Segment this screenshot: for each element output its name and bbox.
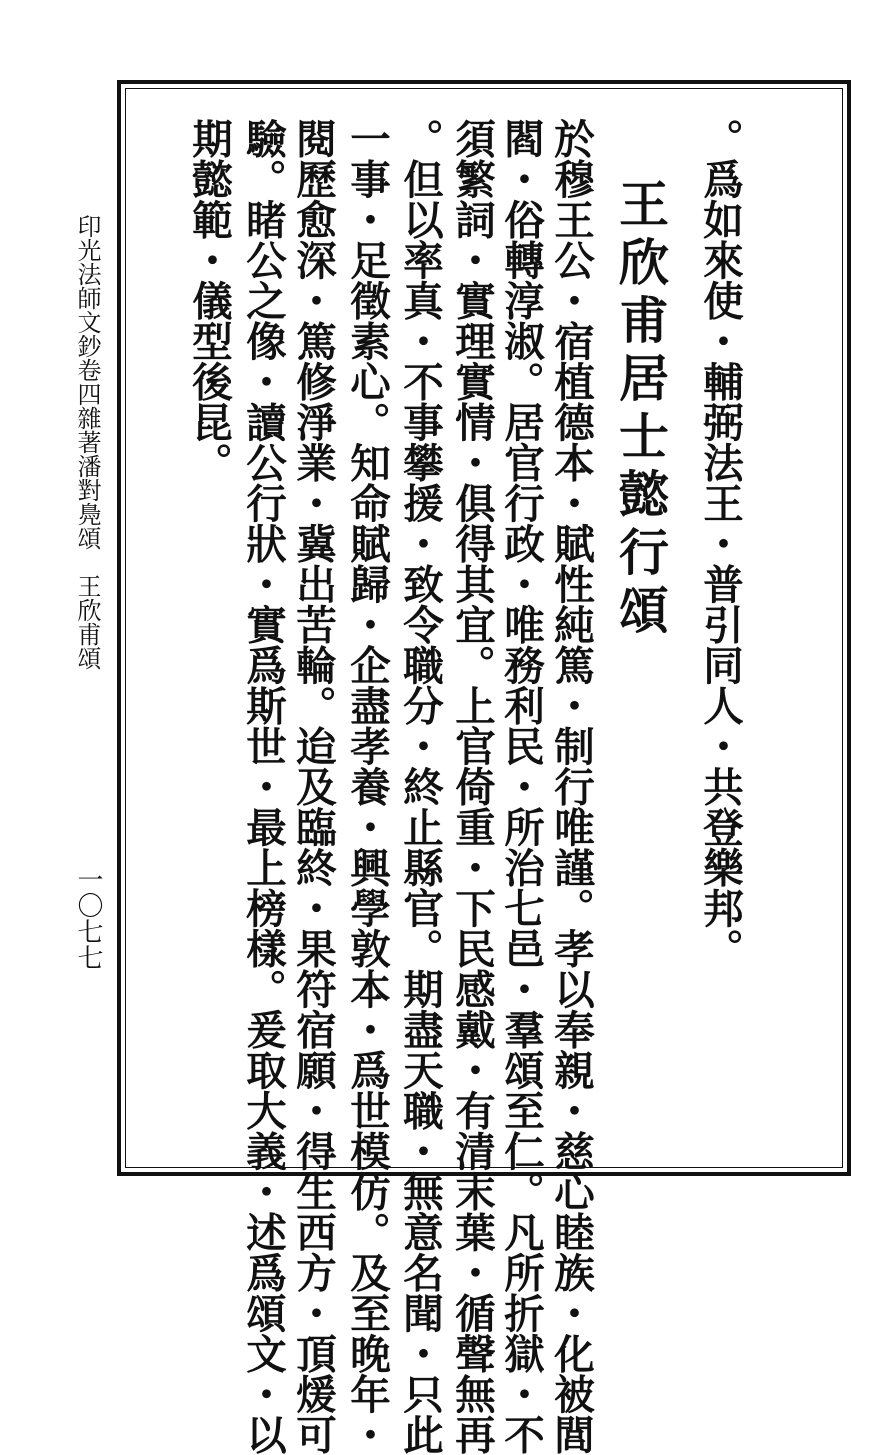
text-column-9: 期懿範・儀型後昆。 <box>185 118 233 483</box>
text-column-2: 於穆王公・宿植德本・賦性純篤・制行唯謹。孝以奉親・慈心睦族・化被閭 <box>547 118 595 1455</box>
page-number: 一〇七七 <box>73 866 103 970</box>
text-column-1: 。爲如來使・輔弼法王・普引同人・共登樂邦。 <box>696 118 744 969</box>
running-header-book: 印光法師文鈔卷四 <box>73 214 101 406</box>
text-column-8: 驗。睹公之像・讀公行狀・實爲斯世・最上榜樣。爰取大義・述爲頌文・以 <box>239 118 287 1455</box>
text-column-3: 閻・俗轉淳淑。居官行政・唯務利民・所治七邑・羣頌至仁。凡所折獄・不 <box>497 118 545 1455</box>
text-column-6: 一事・足徵素心。知命賦歸・企盡孝養・興學敦本・爲世模仿。及至晚年・ <box>343 118 391 1455</box>
text-column-4: 須繁詞・實理實情・俱得其宜。上官倚重・下民感戴・有清末葉・循聲無再 <box>448 118 496 1455</box>
running-header <box>72 214 102 670</box>
text-column-7: 閱歷愈深・篤修淨業・冀出苦輪。迨及臨終・果符宿願・得生西方・頂煖可 <box>289 118 337 1455</box>
running-header-articles: 潘對鳧頌 王欣甫頌 <box>73 454 101 670</box>
running-header-section: 雜著 <box>73 406 101 454</box>
text-column-5: 。但以率真・不事攀援・致令職分・終止縣官。期盡天職・無意名聞・只此 <box>396 118 444 1455</box>
article-title: 王欣甫居士懿行頌 <box>611 178 670 642</box>
